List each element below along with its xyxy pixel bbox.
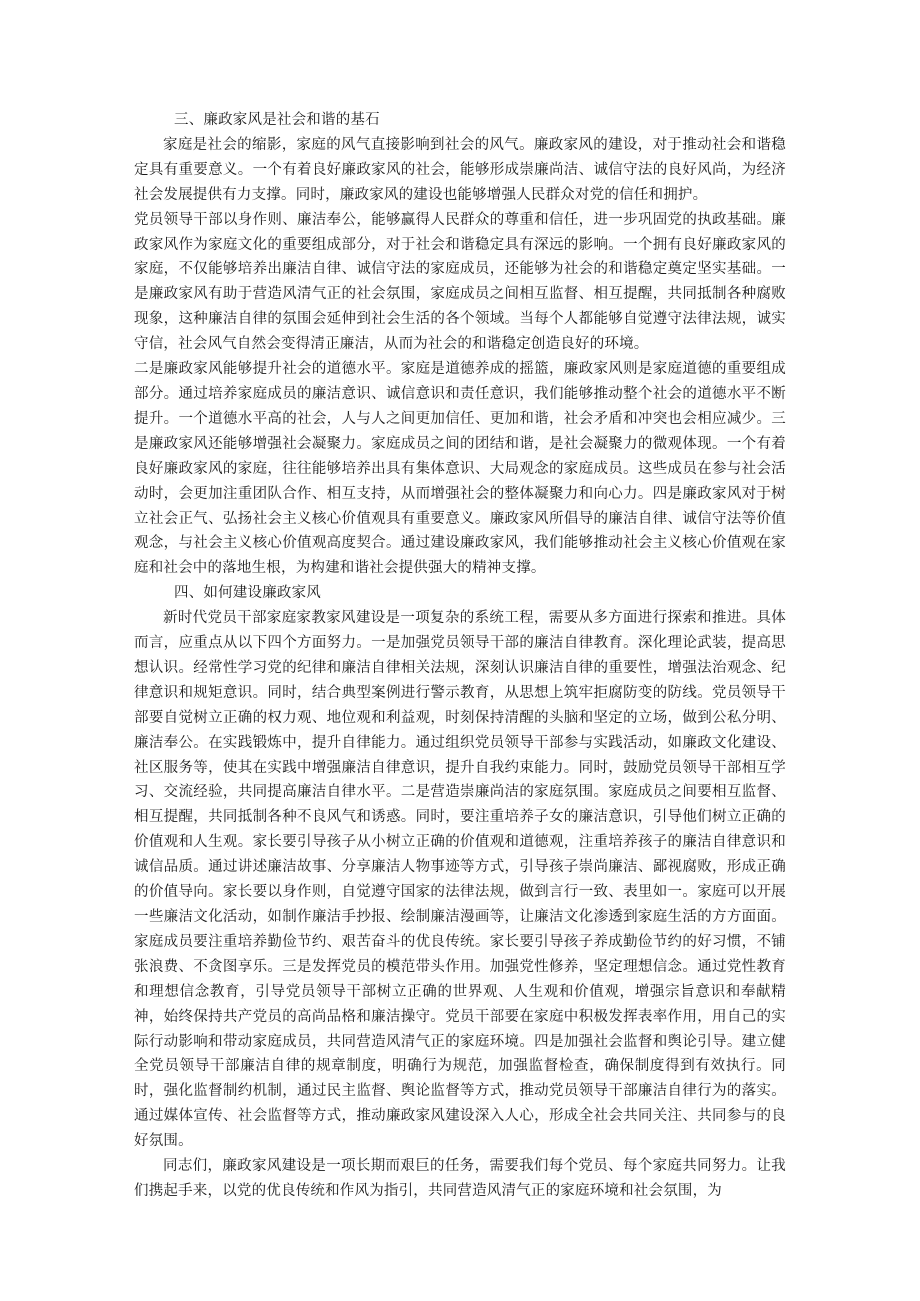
section-3-paragraph-3: 二是廉政家风能够提升社会的道德水平。家庭是道德养成的摇篮，廉政家风则是家庭道德的重要组成部分。通过培养家庭成员的廉洁意识、诚信意识和责任意识，我们能够推动整个社会的道德水平不断提升。一个道德水平高的社会，人与人之间更加信任、更加和谐，社会矛盾和冲突也会相应减少。三是廉政家风还能够增强社会凝聚力。家庭成员之间的团结和谐，是社会凝聚力的微观体现。一个有着良好廉政家风的家庭，往往能够培养出具有集体意识、大局观念的家庭成员。这些成员在参与社会活动时，会更加注重团队合作、相互支持，从而增强社会的整体凝聚力和向心力。四是廉政家风对于树立社会正气、弘扬社会主义核心价值观具有重要意义。廉政家风所倡导的廉洁自律、诚信守法等价值观念，与社会主义核心价值观高度契合。通过建设廉政家风，我们能够推动社会主义核心价值观在家庭和社会中的落地生根，为构建和谐社会提供强大的精神支撑。 <box>134 361 786 577</box>
section-3-paragraph-1: 家庭是社会的缩影，家庭的风气直接影响到社会的风气。廉政家风的建设，对于推动社会和谐稳定具有重要意义。一个有着良好廉政家风的社会，能够形成崇廉尚洁、诚信守法的良好风尚，为经济社会发展提供有力支撑。同时，廉政家风的建设也能够增强人民群众对党的信任和拥护。 <box>134 136 786 203</box>
document-body <box>134 108 786 1204</box>
section-4-paragraph-1: 新时代党员干部家庭家教家风建设是一项复杂的系统工程，需要从多方面进行探索和推进。具体而言，应重点从以下四个方面努力。一是加强党员领导干部的廉洁自律教育。深化理论武装，提高思想认识。经常性学习党的纪律和廉洁自律相关法规，深刻认识廉洁自律的重要性，增强法治观念、纪律意识和规矩意识。同时，结合典型案例进行警示教育，从思想上筑牢拒腐防变的防线。党员领导干部要自觉树立正确的权力观、地位观和利益观，时刻保持清醒的头脑和坚定的立场，做到公私分明、廉洁奉公。在实践锻炼中，提升自律能力。通过组织党员领导干部参与实践活动，如廉政文化建设、社区服务等，使其在实践中增强廉洁自律意识，提升自我约束能力。同时，鼓励党员领导干部相互学习、交流经验，共同提高廉洁自律水平。二是营造崇廉尚洁的家庭氛围。家庭成员之间要相互监督、相互提醒，共同抵制各种不良风气和诱惑。同时，要注重培养子女的廉洁意识，引导他们树立正确的价值观和人生观。家长要引导孩子从小树立正确的价值观和道德观，注重培养孩子的廉洁自律意识和诚信品质。通过讲述廉洁故事、分享廉洁人物事迹等方式，引导孩子崇尚廉洁、鄙视腐败，形成正确的价值导向。家长要以身作则，自觉遵守国家的法律法规，做到言行一致、表里如一。家庭可以开展一些廉洁文化活动，如制作廉洁手抄报、绘制廉洁漫画等，让廉洁文化渗透到家庭生活的方方面面。家庭成员要注重培养勤俭节约、艰苦奋斗的优良传统。家长要引导孩子养成勤俭节约的好习惯，不铺张浪费、不贪图享乐。三是发挥党员的模范带头作用。加强党性修养，坚定理想信念。通过党性教育和理想信念教育，引导党员领导干部树立正确的世界观、人生观和价值观，增强宗旨意识和奉献精神，始终保持共产党员的高尚品格和廉洁操守。党员干部要在家庭中积极发挥表率作用，用自己的实际行动影响和带动家庭成员，共同营造风清气正的家庭环境。四是加强社会监督和舆论引导。建立健全党员领导干部廉洁自律的规章制度，明确行为规范，加强监督检查，确保制度得到有效执行。同时，强化监督制约机制，通过民主监督、舆论监督等方式，推动党员领导干部廉洁自律行为的落实。通过媒体宣传、社会监督等方式，推动廉政家风建设深入人心，形成全社会共同关注、共同参与的良好氛围。 <box>134 610 786 1150</box>
section-3-paragraph-2: 党员领导干部以身作则、廉洁奉公，能够赢得人民群众的尊重和信任，进一步巩固党的执政基础。廉政家风作为家庭文化的重要组成部分，对于社会和谐稳定具有深远的影响。一个拥有良好廉政家风的家庭，不仅能够培养出廉洁自律、诚信守法的家庭成员，还能够为社会的和谐稳定奠定坚实基础。一是廉政家风有助于营造风清气正的社会氛围，家庭成员之间相互监督、相互提醒，共同抵制各种腐败现象，这种廉洁自律的氛围会延伸到社会生活的各个领域。当每个人都能够自觉遵守法律法规，诚实守信，社会风气自然会变得清正廉洁，从而为社会的和谐稳定创造良好的环境。 <box>134 211 786 353</box>
section-4-heading: 四、如何建设廉政家风 <box>174 585 321 602</box>
section-3-heading: 三、廉政家风是社会和谐的基石 <box>174 112 380 128</box>
section-4-paragraph-2: 同志们，廉政家风建设是一项长期而艰巨的任务，需要我们每个党员、每个家庭共同努力。让我们携起手来，以党的优良传统和作风为指引，共同营造风清气正的家庭环境和社会氛围，为 <box>134 1158 786 1199</box>
